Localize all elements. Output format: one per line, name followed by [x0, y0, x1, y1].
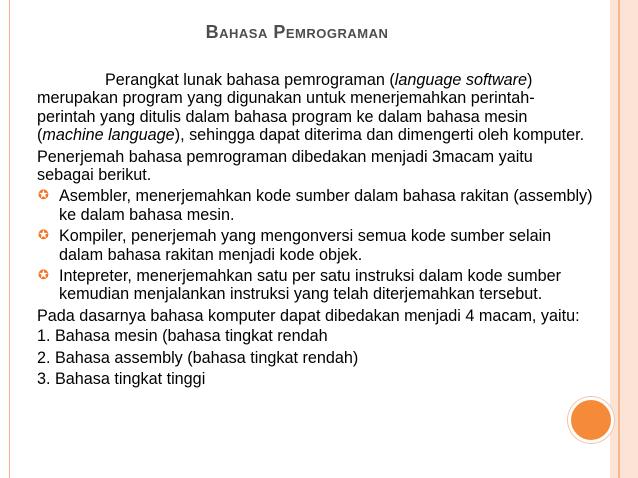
- intro-text-2: ) merupakan program yang digunakan untuk menerjemahkan perintah-perintah yang ditulis dalam bahasa program ke dalam bahasa mesin (: [37, 71, 535, 145]
- translator-list: [37, 187, 593, 303]
- translator-types-paragraph: Penerjemah bahasa pemrograman dibedakan menjadi 3macam yaitu sebagai berikut.: [37, 147, 533, 185]
- right-border-line: [618, 0, 620, 478]
- bullet-icon: ✪: [38, 228, 49, 244]
- language-types-paragraph: Pada dasarnya bahasa komputer dapat dibedakan menjadi 4 macam, yaitu:: [37, 306, 580, 325]
- left-border-line: [9, 0, 10, 478]
- orange-circle-decoration: [568, 397, 614, 443]
- list-item-interpreter: [37, 267, 593, 304]
- bullet-icon: ✪: [38, 188, 49, 204]
- right-decorative-band: [610, 0, 638, 478]
- bullet-icon: ✪: [38, 268, 49, 284]
- language-item-2: 2. Bahasa assembly (bahasa tingkat rendah): [37, 348, 359, 367]
- list-item-assembler: [37, 187, 593, 224]
- slide-title: Bahasa Pemrograman: [205, 22, 389, 42]
- intro-text-3: ), sehingga dapat diterima dan dimengerti oleh komputer.: [174, 126, 585, 145]
- language-item-3: 3. Bahasa tingkat tinggi: [37, 370, 206, 389]
- language-item-1: 1. Bahasa mesin (bahasa tingkat rendah: [37, 327, 328, 346]
- intro-term-machine-language: machine language: [42, 126, 175, 145]
- list-item-text: Intepreter, menerjemahkan satu per satu instruksi dalam kode sumber kemudian menjalankan instruksi yang telah diterjemahkan tersebut.: [59, 267, 562, 304]
- intro-term-language-software: language software: [394, 71, 528, 89]
- intro-text-1: Perangkat lunak bahasa pemrograman (: [105, 71, 395, 89]
- list-item-compiler: [37, 227, 593, 264]
- list-item-text: Kompiler, penerjemah yang mengonversi semua kode sumber selain dalam bahasa rakitan menjadi kode objek.: [59, 227, 552, 264]
- list-item-text: Asembler, menerjemahkan kode sumber dalam bahasa rakitan (assembly) ke dalam bahasa mesin.: [59, 187, 593, 224]
- slide-body: [37, 71, 593, 392]
- language-list: [37, 327, 593, 388]
- intro-paragraph: [37, 71, 593, 145]
